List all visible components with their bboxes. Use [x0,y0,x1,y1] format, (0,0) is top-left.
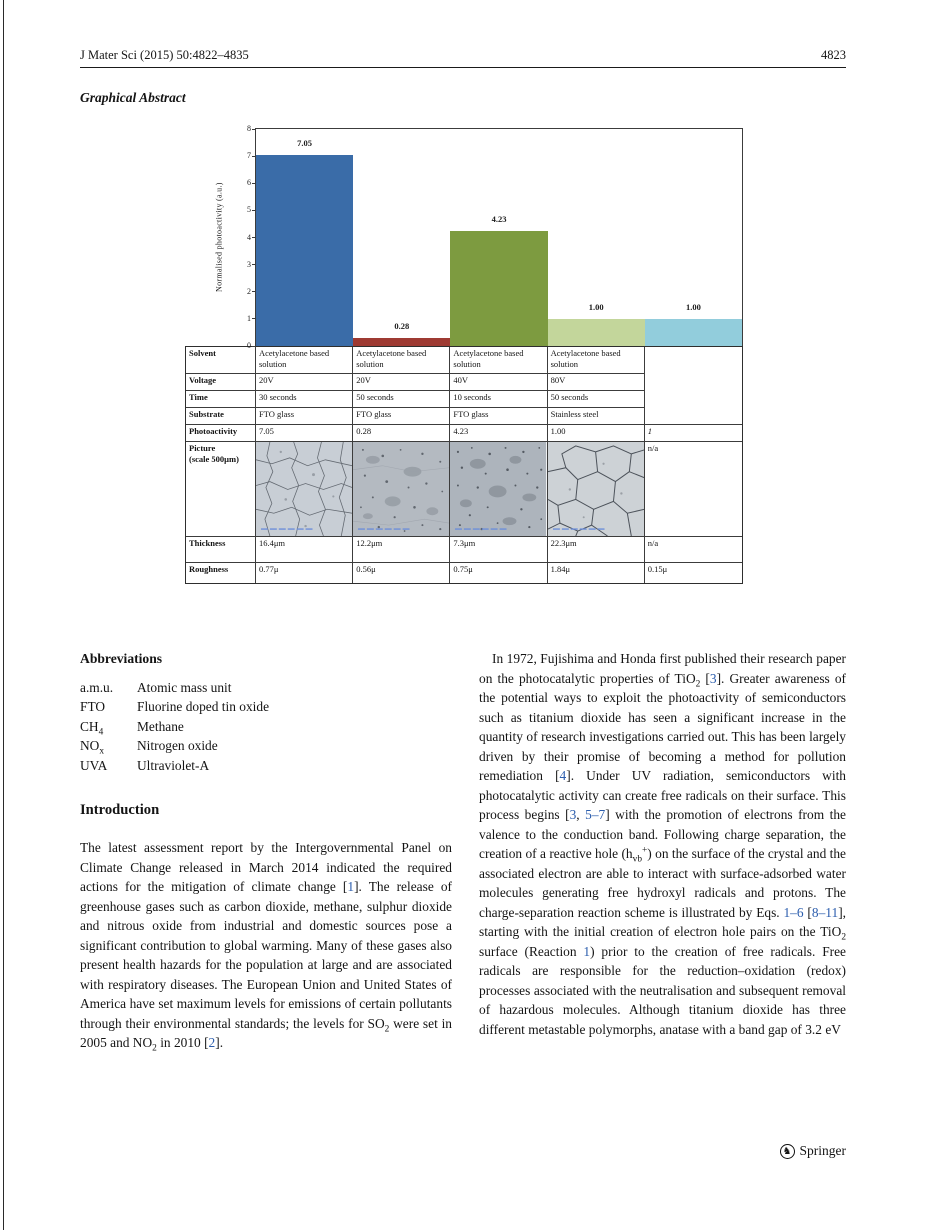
superscript: + [642,845,648,856]
abbreviation-item [80,717,452,737]
graphical-abstract-figure [185,124,743,584]
y-tick-mark [252,264,256,265]
abbreviation-item [80,756,452,776]
abbreviation-term: FTO [80,699,106,715]
table-cell: 22.3μm [548,537,645,563]
bar-value-label: 1.00 [588,301,604,312]
table-cell: 0.77μ [256,563,353,583]
table-row-label [186,442,256,537]
table-row-label: Solvent [186,347,256,374]
bar-column [548,129,645,346]
springer-horse-icon: ♞ [780,1144,795,1159]
y-tick-mark [252,129,256,130]
journal-reference: J Mater Sci (2015) 50:4822–4835 [80,48,249,62]
table-cell: Acetylacetone based solution [353,347,450,374]
abbreviation-term: $CH_4$ [80,718,104,738]
table-cell: 80V [548,374,645,391]
bar [353,338,450,346]
subscript: x [99,746,105,757]
citation-link[interactable]: 1–6 [783,904,804,920]
table-cell: Stainless steel [548,408,645,425]
abbreviation-item [80,678,452,698]
bar-value-label: 1.00 [685,301,701,312]
table-cell: 20V [256,374,353,391]
y-tick-mark [252,237,256,238]
subscript: 2 [384,1024,390,1035]
table-cell: Acetylacetone based solution [450,347,547,374]
y-tick-mark [252,183,256,184]
table-cell: 10 seconds [450,391,547,408]
y-tick-mark [252,346,256,347]
y-tick-label: 7 [247,151,251,161]
table-cell: Acetylacetone based solution [256,347,353,374]
y-tick-label: 2 [247,286,251,296]
bar-value-label: 7.05 [297,137,313,148]
bar [256,155,353,346]
table-row-label: Thickness [186,537,256,563]
table-row-label: Time [186,391,256,408]
table-cell: n/a [645,537,742,563]
table-cell: 7.3μm [450,537,547,563]
abbreviation-item [80,697,452,717]
table-row-label: Photoactivity [186,425,256,442]
y-tick-label: 4 [247,232,251,242]
introduction-paragraph: The latest assessment report by the Intergovernmental Panel on Climate Change released in March 2014 indicated the required actions for the mitigation of climate change [1]. The release of greenhouse gases such as carbon dioxide, methane, sulphur dioxide and nitrous oxide from industrial and domestic sources pose a significant contribution to global warming. Many of these gases also present health hazards for the population at large and are associated with respiratory diseases. The European Union and United States of America have set maximum levels for emissions of certain pollutants through their environmental standards; the levels for $SO_2$ were set in 2005 and $NO_2$ in 2010 [2]. [80,840,453,1055]
subscript: 2 [695,679,701,690]
bar [645,319,742,346]
chart-bars [256,129,742,346]
abbreviation-term: a.m.u. [80,679,114,695]
abbreviation-definition: Nitrogen oxide [137,738,218,754]
table-cell: n/a [645,442,742,537]
y-tick-label: 3 [247,259,251,269]
micrograph-image-1 [256,442,353,537]
subscript: 2 [152,1044,157,1055]
abbreviation-term: $NO_x$ [80,738,105,757]
subscript: 4 [98,727,104,738]
citation-link[interactable]: 4 [559,768,567,783]
publisher-footer [780,1143,847,1159]
micrograph-image-4 [548,442,645,537]
left-column [80,649,452,1053]
table-row-label: Roughness [186,563,256,583]
page-header [80,46,846,68]
picture-label: Picture [189,443,216,453]
y-tick-label: 1 [247,313,251,323]
table-cell: 0.56μ [353,563,450,583]
bar [548,319,645,346]
abbreviation-item [80,736,452,756]
bar-value-label: 0.28 [394,321,410,332]
y-tick-mark [252,291,256,292]
y-tick-mark [252,318,256,319]
subscript: 2 [841,932,846,943]
page-number: 4823 [821,48,846,62]
bar-chart [214,124,743,350]
subscript: vb [632,854,642,865]
y-tick-label: 5 [247,205,251,215]
table-cell: 50 seconds [353,391,450,408]
y-tick-mark [252,210,256,211]
table-cell: 0.28 [353,425,450,442]
bar-column [450,129,547,346]
table-cell: FTO glass [353,408,450,425]
citation-link[interactable]: 1 [583,943,591,959]
table-cell: 50 seconds [548,391,645,408]
table-cell: 1.00 [548,425,645,442]
citation-link[interactable]: 3 [709,670,717,686]
right-column-paragraph: In 1972, Fujishima and Honda first published their research paper on the photocatalytic properties of TiO$_2$ [3]. Greater awareness of the potential ways to exploit the photoactivity of semiconductors such as titanium dioxide has seen a significant increase in the quantity of research investigations carried out. This has been largely driven by their promise of becoming a method for pollution remediation [4]. Under UV radiation, semiconductors with photocatalytic activity can create free radicals on their surface. This process begins [3, 5–7] with the promotion of electrons from the valence to the conduction band. Following charge separation, the creation of a reactive hole $(h_{vb}^+)$ on the surface of the crystal and the associated electron are able to interact with surface-adsorbed water molecules generating free hydroxyl radicals and protons. The charge-separation reaction scheme is illustrated by Eqs. 1–6 [8–11], starting with the initial creation of electron hole pairs on the TiO$_2$ surface (Reaction 1) prior to the creation of free radicals. Free radicals are responsible for the reduction–oxidation (redox) processes associated with the neutralisation and subsequent removal of hazardous molecules. Although titanium dioxide has three different metastable polymorphs, anatase with a band gap of 3.2 eV [479,651,847,1037]
scan-edge-line [3,0,4,1230]
micrograph-image-3 [450,442,547,537]
table-cell: 1.84μ [548,563,645,583]
bar [450,231,547,346]
table-cell: 4.23 [450,425,547,442]
abbreviation-definition: Ultraviolet-A [137,757,210,773]
y-tick-label: 0 [247,341,251,350]
table-cell: FTO glass [450,408,547,425]
table-cell-empty [645,347,742,425]
table-cell: 16.4μm [256,537,353,563]
abbreviations-title: Abbreviations [80,651,163,666]
citation-link[interactable]: 3 [569,807,577,822]
right-column [479,649,846,1053]
table-cell: 7.05 [256,425,353,442]
table-cell: 30 seconds [256,391,353,408]
y-tick-label: 6 [247,178,251,188]
table-cell: 12.2μm [353,537,450,563]
table-row-label: Substrate [186,408,256,425]
abbreviation-definition: Atomic mass unit [137,679,232,695]
table-cell: 20V [353,374,450,391]
publisher-name: Springer [799,1143,846,1158]
introduction-title: Introduction [80,802,160,819]
micrograph-image-2 [353,442,450,537]
citation-link[interactable]: 2 [208,1035,216,1051]
figure-table [185,346,743,584]
graphical-abstract-title: Graphical Abstract [80,90,186,105]
body-columns [80,649,846,1053]
table-cell: 40V [450,374,547,391]
abbreviation-definition: Fluorine doped tin oxide [137,699,270,715]
bar-value-label: 4.23 [491,214,507,225]
table-cell: Acetylacetone based solution [548,347,645,374]
abbreviation-term: UVA [80,757,108,773]
y-tick-mark [252,156,256,157]
table-cell: 0.75μ [450,563,547,583]
y-axis-label: Normalised photoactivity (a.u.) [214,182,224,293]
table-cell: 1 [645,425,742,442]
abbreviation-definition: Methane [137,718,184,734]
table-cell: 0.15μ [645,563,742,583]
table-cell: FTO glass [256,408,353,425]
citation-link[interactable]: 1 [347,879,355,895]
table-row-label: Voltage [186,374,256,391]
y-tick-label: 8 [247,124,251,133]
bar-column [645,129,742,346]
bar-column [353,129,450,346]
citation-link[interactable]: 8–11 [811,904,839,920]
bar-column [256,129,353,346]
citation-link[interactable]: 5–7 [585,807,606,822]
picture-scale-label: (scale 500μm) [189,453,239,464]
